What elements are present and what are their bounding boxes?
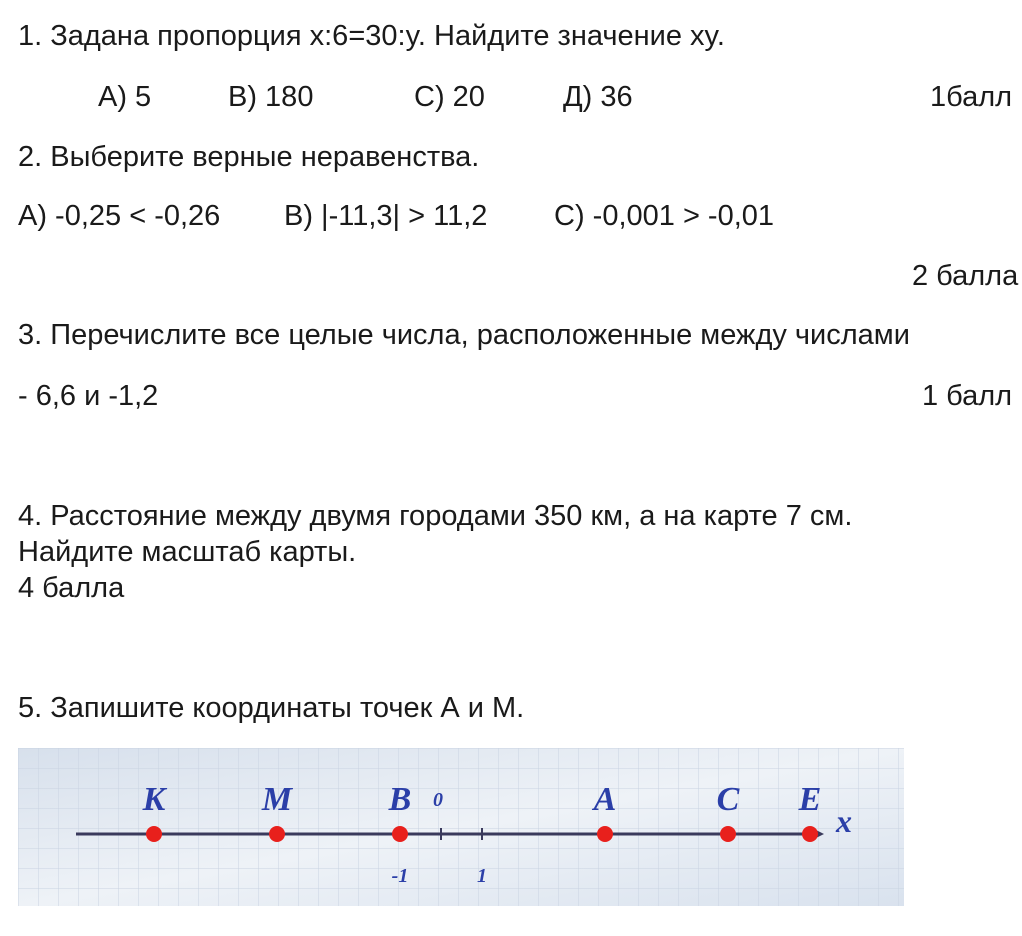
point-c (720, 826, 736, 842)
question-5-text: 5. Запишите координаты точек А и М. (18, 692, 525, 724)
q1-option-b: В) 180 (228, 81, 314, 113)
zero-label: 0 (433, 789, 443, 811)
question-3-text: 3. Перечислите все целые числа, расположенные между числами (18, 319, 910, 351)
q2-option-c: С) -0,001 > -0,01 (554, 200, 775, 232)
q2-option-a: А) -0,25 < -0,26 (18, 200, 221, 232)
q1-option-d: Д) 36 (563, 81, 633, 113)
question-4-line-2: Найдите масштаб карты. (18, 536, 357, 568)
q3-numbers: - 6,6 и -1,2 (18, 380, 159, 412)
point-b (392, 826, 408, 842)
question-1-text: 1. Задана пропорция x:6=30:y. Найдите значение xy. (18, 20, 725, 52)
point-label-c: C (716, 781, 740, 818)
question-2-text: 2. Выберите верные неравенства. (18, 141, 480, 173)
q2-points: 2 балла (912, 260, 1019, 292)
number-line-figure (18, 748, 904, 906)
point-m (269, 826, 285, 842)
q4-points: 4 балла (18, 572, 125, 604)
point-label-b: B (388, 781, 412, 818)
question-4-line-1: 4. Расстояние между двумя городами 350 км, а на карте 7 см. (18, 500, 853, 532)
q2-option-b: В) |-11,3| > 11,2 (284, 200, 488, 232)
q1-option-c: С) 20 (414, 81, 485, 113)
point-label-m: M (261, 781, 293, 818)
q3-points: 1 балл (922, 380, 1013, 412)
q1-option-a: А) 5 (98, 81, 152, 113)
point-e (802, 826, 818, 842)
point-a (597, 826, 613, 842)
q1-points: 1балл (930, 81, 1013, 113)
point-label-k: K (142, 781, 166, 818)
axis-label: x (836, 803, 852, 839)
point-label-e: E (798, 781, 822, 818)
point-label-a: A (593, 781, 617, 818)
tick-label-minus-one: -1 (391, 865, 409, 887)
tick-label-one: 1 (477, 865, 487, 887)
point-k (146, 826, 162, 842)
